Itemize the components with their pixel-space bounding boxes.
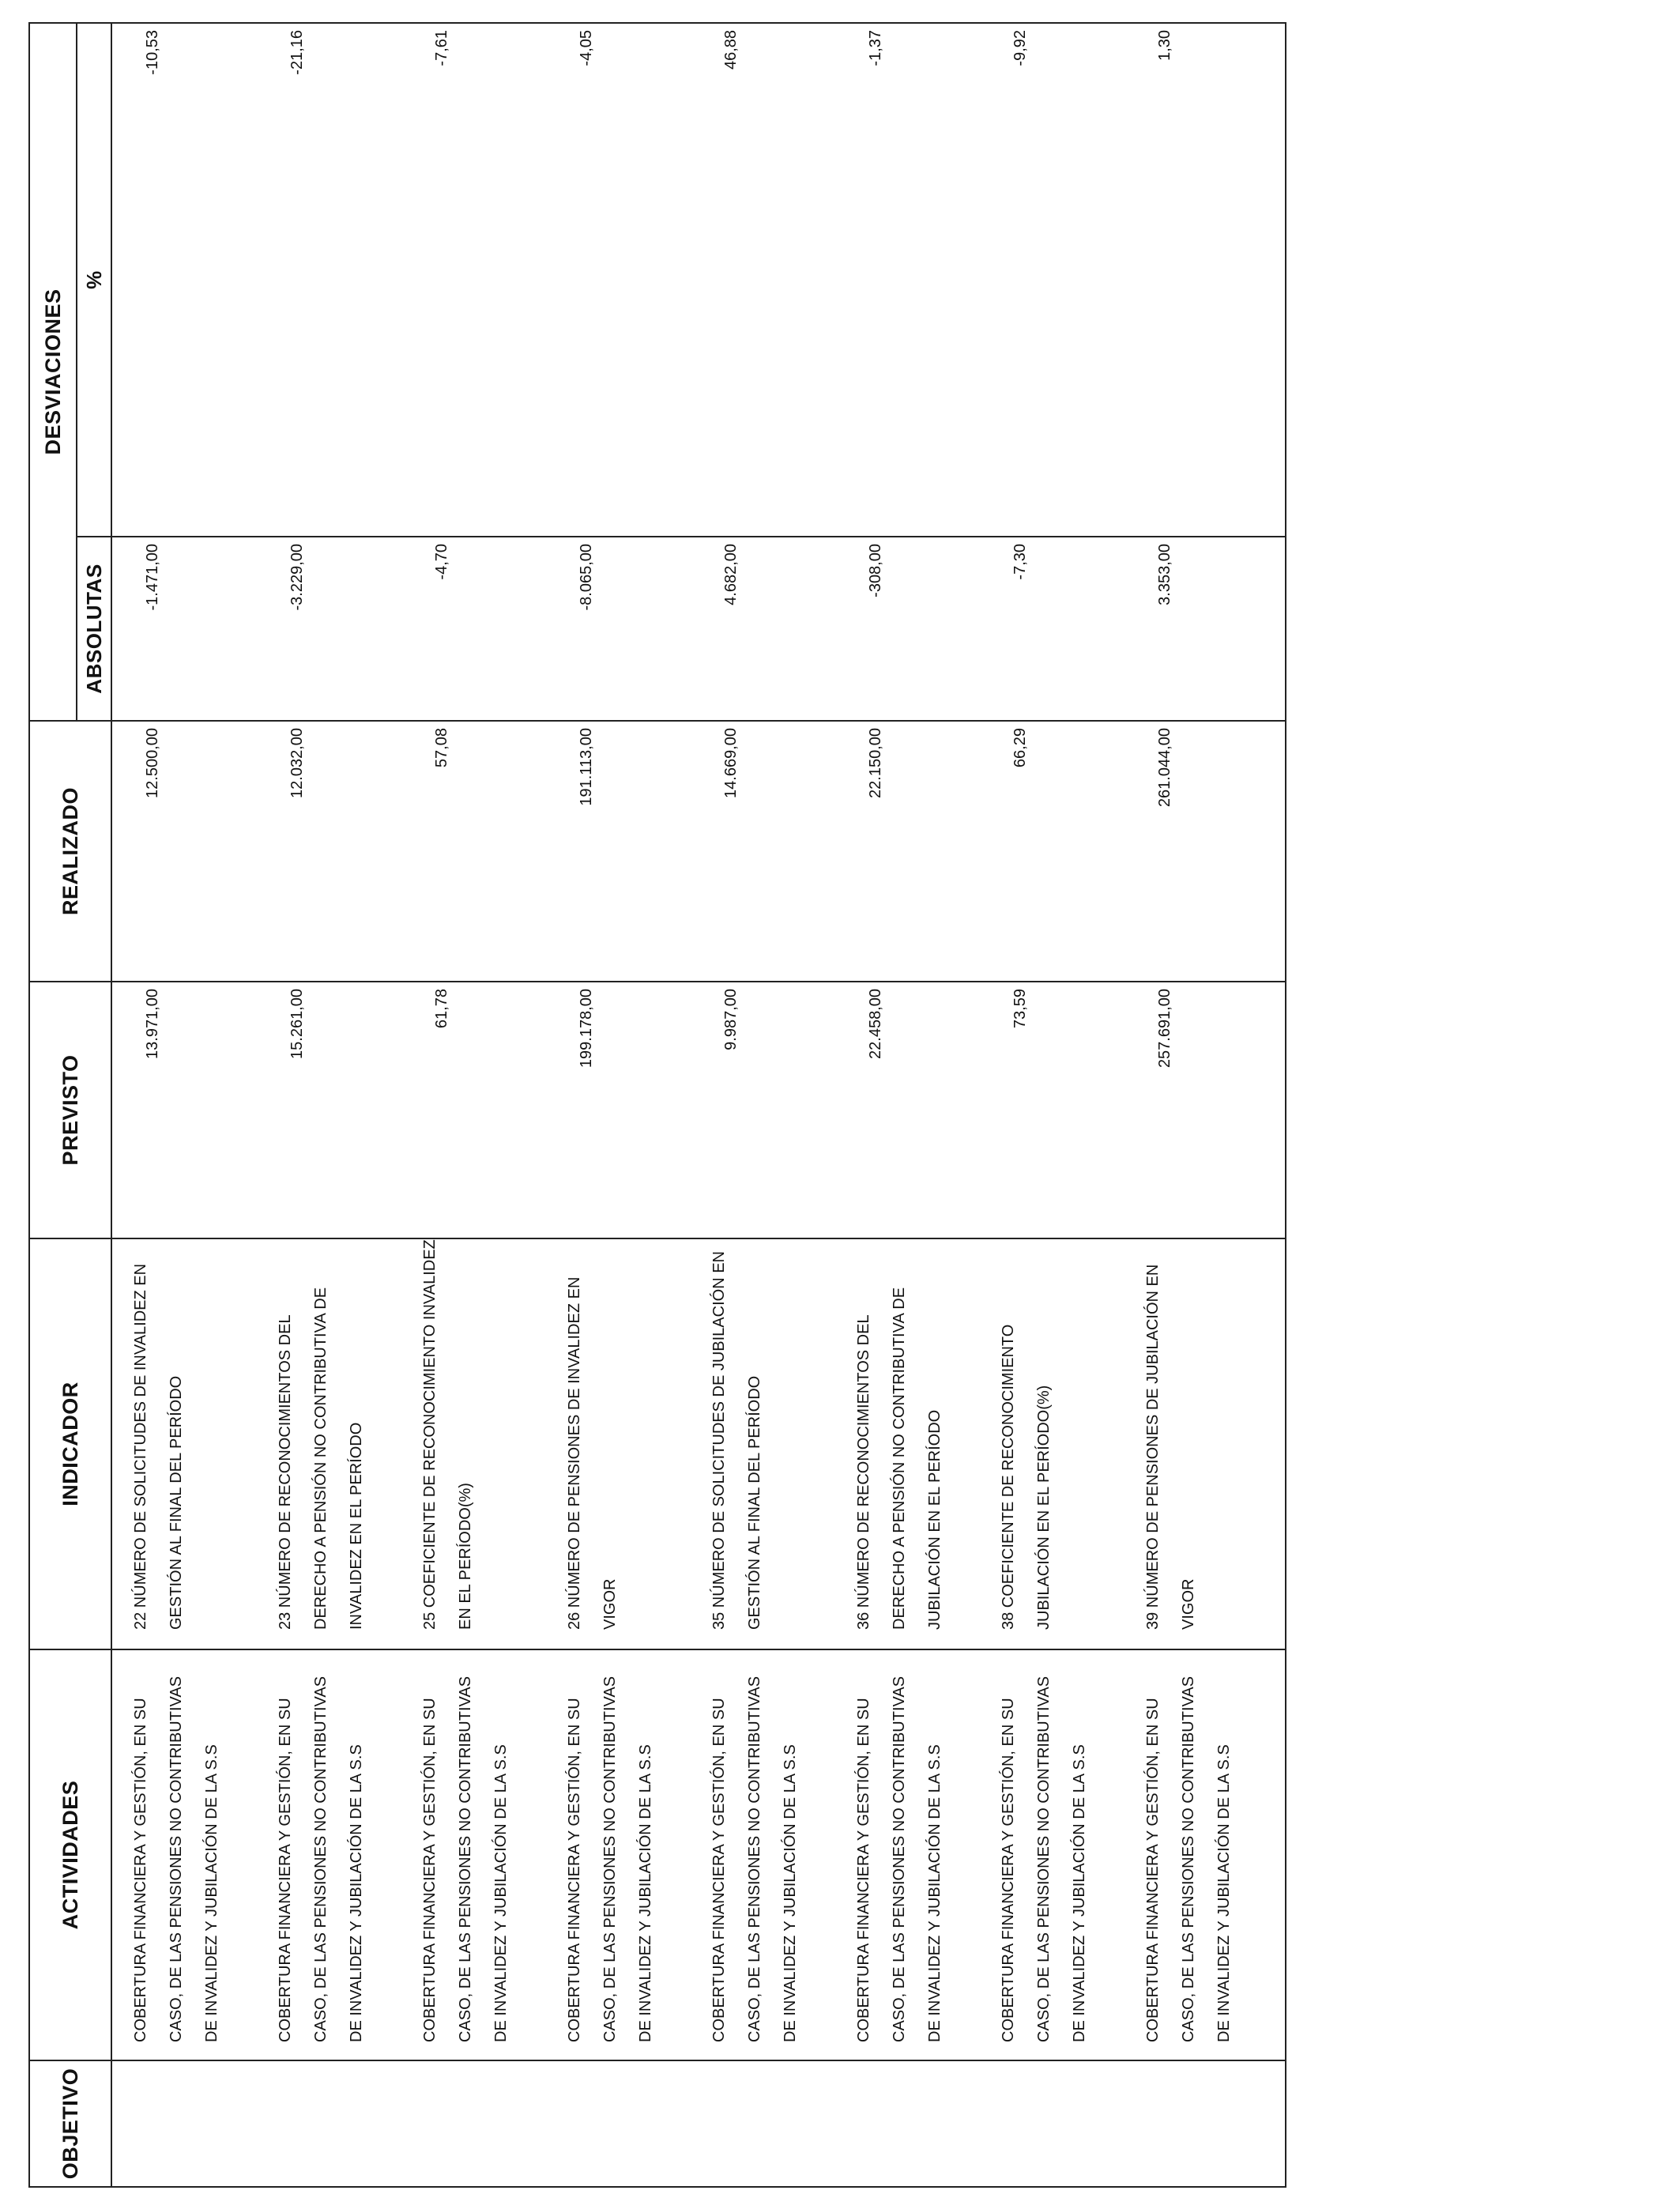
- absolutas-value: -308,00: [867, 544, 884, 598]
- porcentaje-value: -7,61: [433, 29, 450, 66]
- previsto-value: 199.178,00: [578, 989, 595, 1069]
- realizado-value: 12.032,00: [288, 728, 306, 798]
- porcentaje-value: -4,05: [578, 29, 595, 66]
- actividad-item: COBERTURA FINANCIERA Y GESTIÓN, EN SU CASO, DE LAS PENSIONES NO CONTRIBUTIVAS DE INVALIDEZ Y JUBILACIÓN DE LA S.S: [566, 1676, 654, 2042]
- realizado-value: 12.500,00: [144, 728, 161, 798]
- porcentaje-value: 46,88: [722, 29, 740, 70]
- absolutas-value: -1.471,00: [144, 544, 161, 611]
- actividad-item: COBERTURA FINANCIERA Y GESTIÓN, EN SU CASO, DE LAS PENSIONES NO CONTRIBUTIVAS DE INVALIDEZ Y JUBILACIÓN DE LA S.S: [855, 1676, 944, 2042]
- indicador-item: 26 NÚMERO DE PENSIONES DE INVALIDEZ EN VIGOR: [566, 1276, 619, 1630]
- realizado-value: 261.044,00: [1156, 728, 1173, 808]
- actividad-item: COBERTURA FINANCIERA Y GESTIÓN, EN SU CASO, DE LAS PENSIONES NO CONTRIBUTIVAS DE INVALIDEZ Y JUBILACIÓN DE LA S.S: [132, 1676, 220, 2042]
- actividad-item: COBERTURA FINANCIERA Y GESTIÓN, EN SU CASO, DE LAS PENSIONES NO CONTRIBUTIVAS DE INVALIDEZ Y JUBILACIÓN DE LA S.S: [1144, 1676, 1233, 2042]
- indicador-item: 39 NÚMERO DE PENSIONES DE JUBILACIÓN EN VIGOR: [1144, 1264, 1197, 1630]
- porcentaje-value: -9,92: [1011, 29, 1029, 66]
- absolutas-value: 3.353,00: [1156, 544, 1173, 605]
- realizado-value: 57,08: [433, 728, 450, 768]
- indicator-table: [28, 22, 1286, 2188]
- objetivo-cell: [111, 2060, 1286, 2187]
- header-absolutas: ABSOLUTAS: [77, 537, 111, 721]
- realizado-value: 22.150,00: [867, 728, 884, 798]
- porcentaje-value: 1,30: [1156, 29, 1173, 61]
- absolutas-value: -3.229,00: [288, 544, 306, 611]
- previsto-value: 61,78: [433, 989, 450, 1029]
- indicador-item: 23 NÚMERO DE RECONOCIMIENTOS DEL DERECHO A PENSIÓN NO CONTRIBUTIVA DE INVALIDEZ EN EL PERÍODO: [277, 1287, 365, 1630]
- actividad-item: COBERTURA FINANCIERA Y GESTIÓN, EN SU CASO, DE LAS PENSIONES NO CONTRIBUTIVAS DE INVALIDEZ Y JUBILACIÓN DE LA S.S: [710, 1676, 799, 2042]
- previsto-cell: [111, 982, 1286, 1238]
- realizado-cell: [111, 721, 1286, 982]
- actividades-cell: [111, 1649, 1286, 2060]
- header-desviaciones: DESVIACIONES: [29, 23, 77, 721]
- body-row: [111, 23, 1286, 2187]
- actividad-item: COBERTURA FINANCIERA Y GESTIÓN, EN SU CASO, DE LAS PENSIONES NO CONTRIBUTIVAS DE INVALIDEZ Y JUBILACIÓN DE LA S.S: [421, 1676, 510, 2042]
- indicador-item: 36 NÚMERO DE RECONOCIMIENTOS DEL DERECHO A PENSIÓN NO CONTRIBUTIVA DE JUBILACIÓN EN EL PERÍODO: [855, 1287, 944, 1630]
- absolutas-value: -8.065,00: [578, 544, 595, 611]
- absolutas-value: 4.682,00: [722, 544, 740, 605]
- previsto-value: 15.261,00: [288, 989, 306, 1059]
- header-porcentaje: %: [77, 23, 111, 537]
- indicador-item: 22 NÚMERO DE SOLICITUDES DE INVALIDEZ EN GESTIÓN AL FINAL DEL PERÍODO: [132, 1263, 185, 1630]
- header-objetivo: OBJETIVO: [29, 2060, 111, 2187]
- realizado-value: 191.113,00: [578, 728, 595, 806]
- header-realizado: REALIZADO: [29, 721, 111, 982]
- previsto-value: 13.971,00: [144, 989, 161, 1059]
- header-indicador: INDICADOR: [29, 1238, 111, 1649]
- absolutas-cell: [111, 537, 1286, 721]
- porcentaje-value: -1,37: [867, 29, 884, 66]
- previsto-value: 73,59: [1011, 989, 1029, 1029]
- rotated-table-page: [28, 24, 1286, 2188]
- porcentaje-value: -10,53: [144, 29, 161, 75]
- previsto-value: 9.987,00: [722, 989, 740, 1050]
- porcentaje-cell: [111, 23, 1286, 537]
- indicador-item: 38 COEFICIENTE DE RECONOCIMIENTO JUBILACIÓN EN EL PERÍODO(%): [1000, 1324, 1053, 1630]
- realizado-value: 14.669,00: [722, 728, 740, 798]
- header-row: [29, 23, 77, 2187]
- previsto-value: 257.691,00: [1156, 989, 1173, 1069]
- actividad-item: COBERTURA FINANCIERA Y GESTIÓN, EN SU CASO, DE LAS PENSIONES NO CONTRIBUTIVAS DE INVALIDEZ Y JUBILACIÓN DE LA S.S: [277, 1676, 365, 2042]
- porcentaje-value: -21,16: [288, 29, 306, 75]
- absolutas-value: -4,70: [433, 544, 450, 580]
- indicador-item: 25 COEFICIENTE DE RECONOCIMIENTO INVALIDEZ EN EL PERÍODO(%): [421, 1239, 474, 1630]
- realizado-value: 66,29: [1011, 728, 1029, 768]
- indicador-item: 35 NÚMERO DE SOLICITUDES DE JUBILACIÓN EN GESTIÓN AL FINAL DEL PERÍODO: [710, 1251, 763, 1630]
- header-actividades: ACTIVIDADES: [29, 1649, 111, 2060]
- header-previsto: PREVISTO: [29, 982, 111, 1238]
- absolutas-value: -7,30: [1011, 544, 1029, 580]
- previsto-value: 22.458,00: [867, 989, 884, 1059]
- actividad-item: COBERTURA FINANCIERA Y GESTIÓN, EN SU CASO, DE LAS PENSIONES NO CONTRIBUTIVAS DE INVALIDEZ Y JUBILACIÓN DE LA S.S: [1000, 1676, 1088, 2042]
- indicador-cell: [111, 1238, 1286, 1649]
